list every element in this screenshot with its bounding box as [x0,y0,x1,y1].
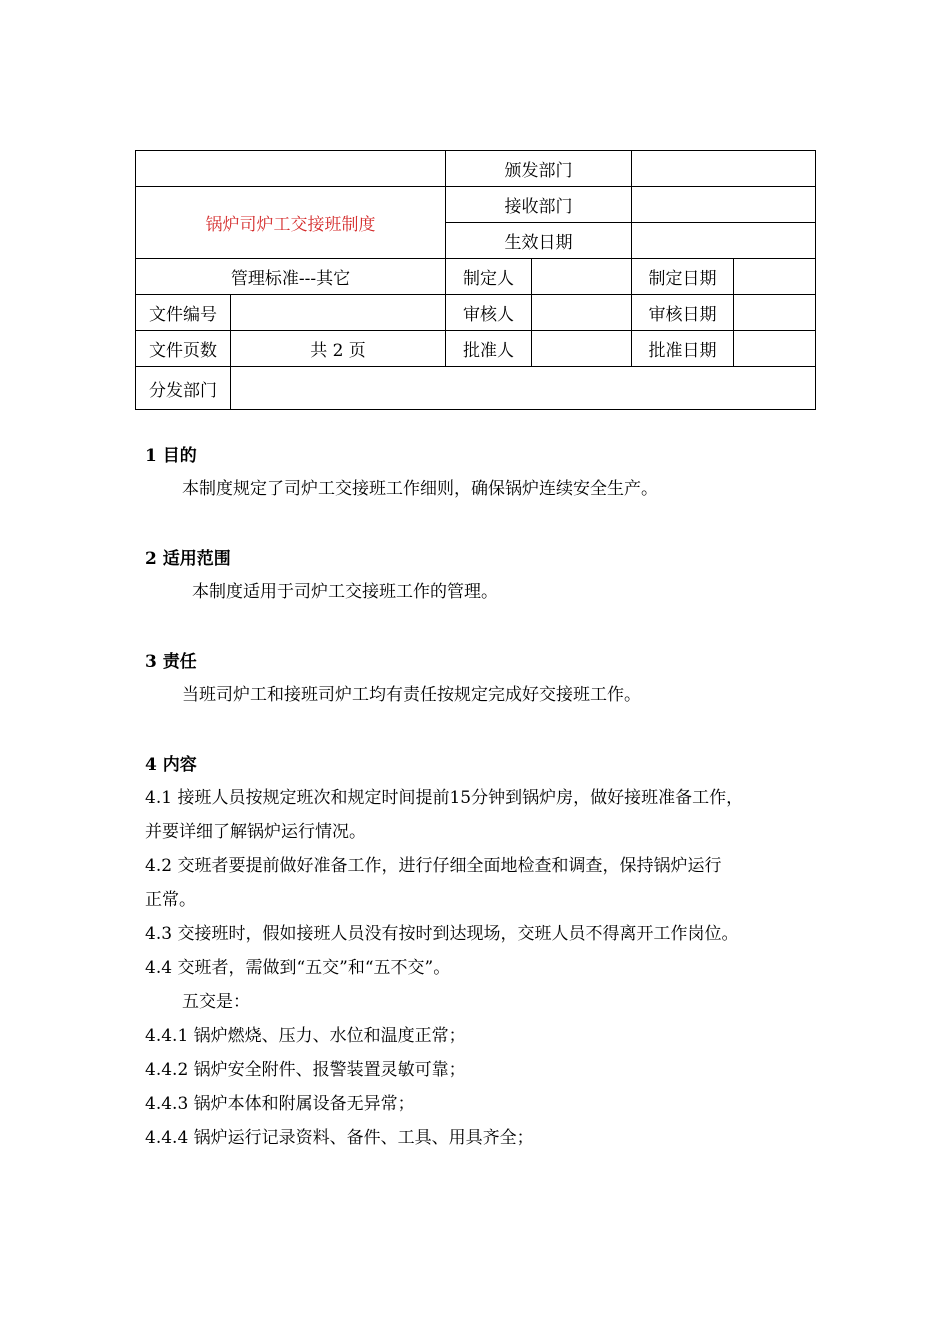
section-4-heading: 4 内容 [145,755,197,775]
section-2-text: 本制度适用于司炉工交接班工作的管理。 [192,582,498,602]
clause-4-4-1: 4.4.1 锅炉燃烧、压力、水位和温度正常； [145,1026,466,1046]
document-body [145,440,825,1155]
clause-4-2-line-2: 正常。 [145,890,196,910]
dist-dept-value [231,367,816,410]
clause-4-4-3: 4.4.3 锅炉本体和附属设备无异常； [145,1094,415,1114]
issuing-dept-value [632,151,816,187]
reviewer-label: 审核人 [446,295,532,331]
review-date-label: 审核日期 [632,295,734,331]
reviewer-value [532,295,632,331]
clause-4-4-4: 4.4.4 锅炉运行记录资料、备件、工具、用具齐全； [145,1128,534,1148]
effective-date-label: 生效日期 [446,223,632,259]
clause-4-4-2: 4.4.2 锅炉安全附件、报警装置灵敏可靠； [145,1060,466,1080]
doc-no-label: 文件编号 [136,295,231,331]
review-date-value [734,295,816,331]
dist-dept-label: 分发部门 [136,367,231,410]
receiving-dept-label: 接收部门 [446,187,632,223]
section-3-text: 当班司炉工和接班司炉工均有责任按规定完成好交接班工作。 [182,685,641,705]
document-category: 管理标准---其它 [136,259,446,295]
approve-date-value [734,331,816,367]
section-1-heading: 1 目的 [145,446,197,466]
clause-4-4: 4.4 交班者，需做到“五交”和“五不交”。 [145,958,451,978]
section-1-text: 本制度规定了司炉工交接班工作细则，确保锅炉连续安全生产。 [182,479,658,499]
pages-label: 文件页数 [136,331,231,367]
issuing-dept-label: 颁发部门 [446,151,632,187]
section-3-heading: 3 责任 [145,652,197,672]
header-blank-cell [136,151,446,187]
approve-date-label: 批准日期 [632,331,734,367]
pages-value: 共 2 页 [231,331,446,367]
document-title: 锅炉司炉工交接班制度 [136,187,446,259]
five-handover-label: 五交是： [182,992,250,1012]
clause-4-2-line-1: 4.2 交班者要提前做好准备工作，进行仔细全面地检查和调查，保持锅炉运行 [145,856,722,876]
clause-4-1-line-2: 并要详细了解锅炉运行情况。 [145,822,366,842]
effective-date-value [632,223,816,259]
author-label: 制定人 [446,259,532,295]
approver-value [532,331,632,367]
approver-label: 批准人 [446,331,532,367]
author-date-value [734,259,816,295]
doc-no-value [231,295,446,331]
clause-4-3: 4.3 交接班时，假如接班人员没有按时到达现场，交班人员不得离开工作岗位。 [145,924,739,944]
document-header-table [135,150,816,410]
section-2-heading: 2 适用范围 [145,549,231,569]
author-value [532,259,632,295]
receiving-dept-value [632,187,816,223]
clause-4-1-line-1: 4.1 接班人员按规定班次和规定时间提前15分钟到锅炉房，做好接班准备工作， [145,788,744,808]
author-date-label: 制定日期 [632,259,734,295]
